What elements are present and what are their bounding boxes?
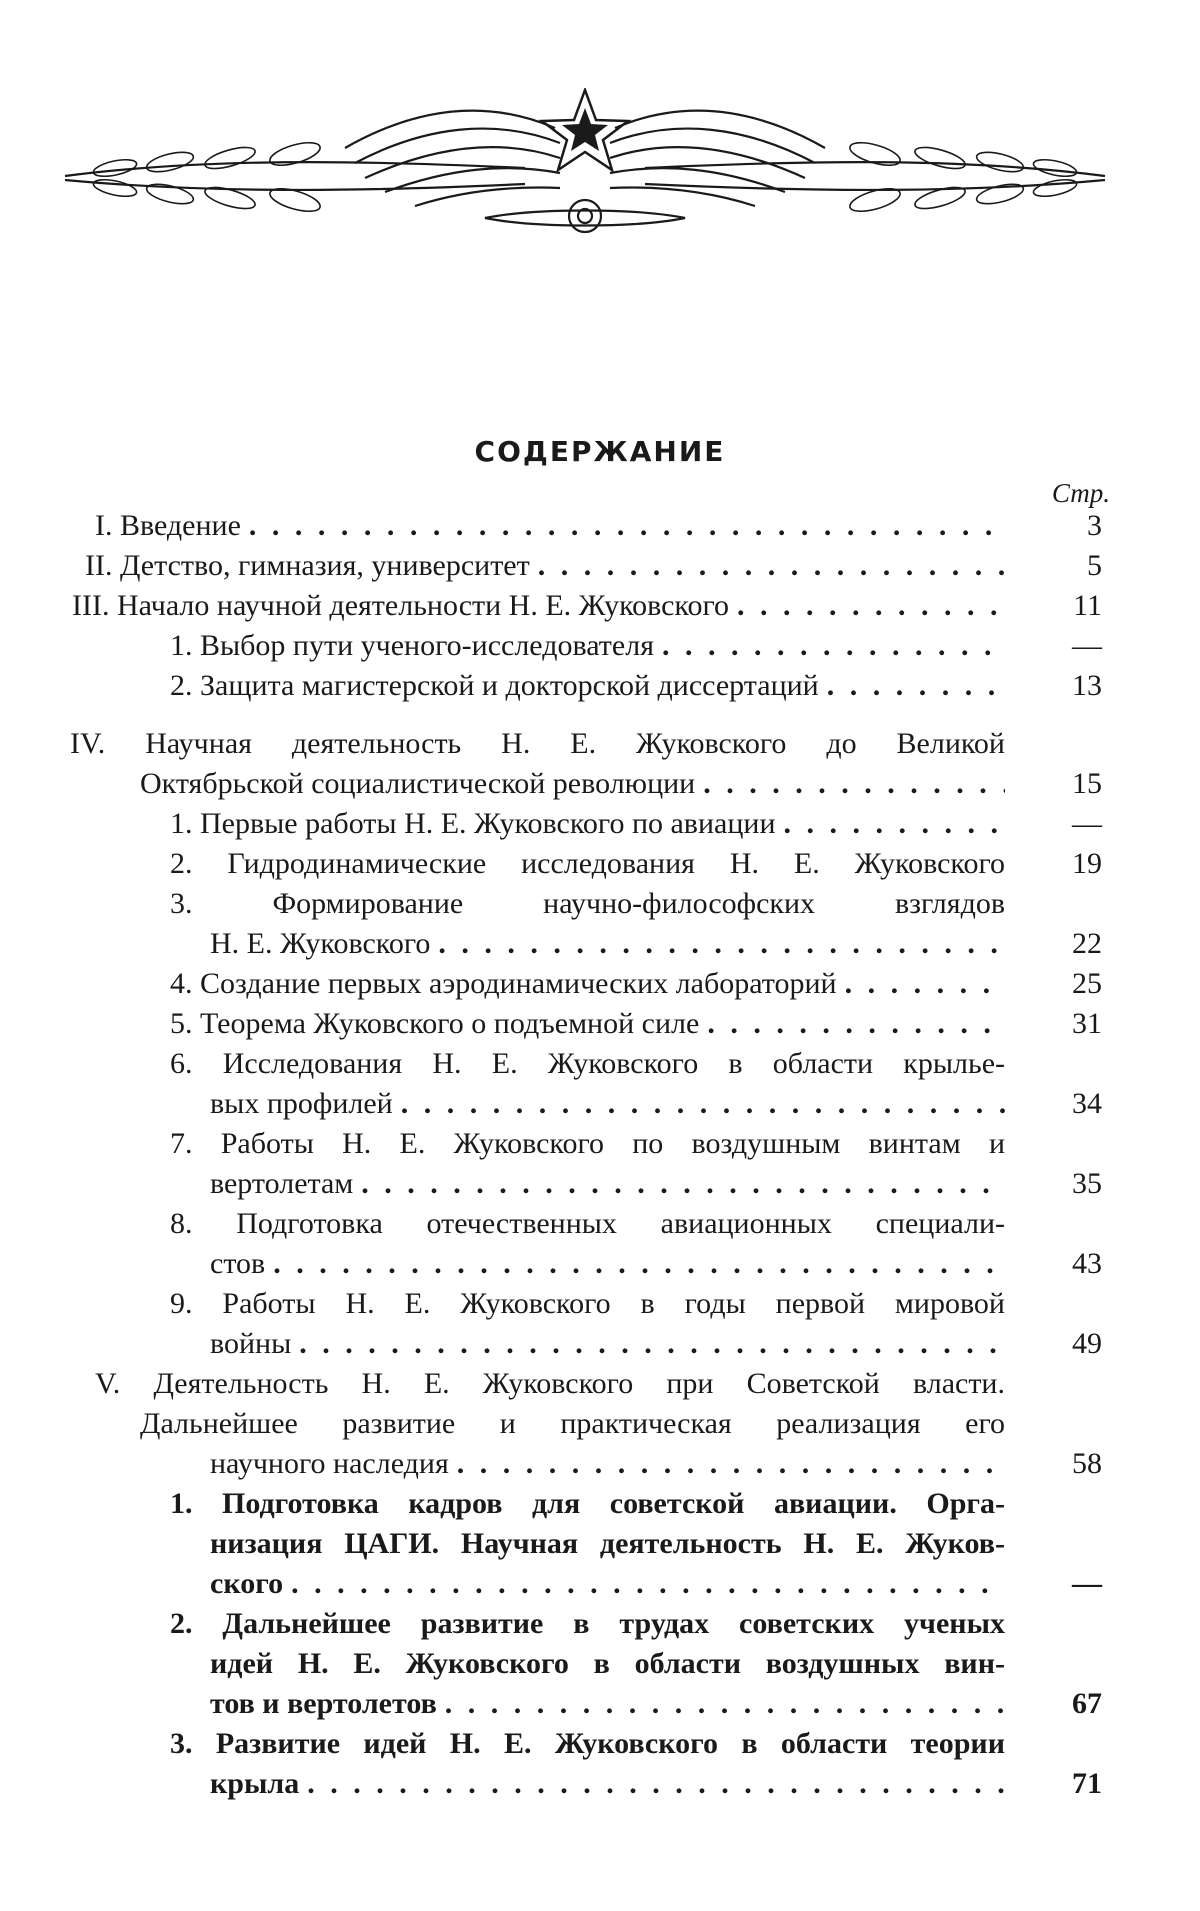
toc-entry: II. Детство, гимназия, университет . . . xyxy=(85,546,1005,586)
toc-entry: 7. Работы Н. Е. Жуковского по воздушным винтам и xyxy=(170,1127,1005,1160)
toc-entry: стов . . . xyxy=(210,1244,1005,1284)
toc-page-number: — xyxy=(1072,807,1102,840)
toc-page-number: 35 xyxy=(1072,1167,1102,1200)
toc-entry: V. Деятельность Н. Е. Жуковского при Советской власти. xyxy=(95,1367,1005,1400)
toc-page-number: 5 xyxy=(1087,549,1102,582)
toc-entry: научного наследия . . . xyxy=(210,1444,1005,1484)
toc-page-number: 67 xyxy=(1072,1687,1102,1720)
toc-entry: 6. Исследования Н. Е. Жуковского в области крылье- xyxy=(170,1047,1005,1080)
toc-entry: 2. Дальнейшее развитие в трудах советских ученых xyxy=(170,1607,1005,1640)
toc-entry: низация ЦАГИ. Научная деятельность Н. Е. Жуков- xyxy=(210,1527,1005,1560)
toc-entry: 9. Работы Н. Е. Жуковского в годы первой мировой xyxy=(170,1287,1005,1320)
toc-entry: Дальнейшее развитие и практическая реализация его xyxy=(140,1407,1005,1440)
toc-page-number: 31 xyxy=(1072,1007,1102,1040)
toc-entry: 2. Защита магистерской и докторской диссертаций . . . xyxy=(170,666,1005,706)
toc-page-number: 49 xyxy=(1072,1327,1102,1360)
toc-page-number: 22 xyxy=(1072,927,1102,960)
toc-entry: идей Н. Е. Жуковского в области воздушных вин- xyxy=(210,1647,1005,1680)
toc-entry: тов и вертолетов . . . xyxy=(210,1684,1005,1724)
page-title: СОДЕРЖАНИЕ xyxy=(474,435,726,468)
toc-entry: I. Введение . . . xyxy=(95,506,1005,546)
toc-entry: 5. Теорема Жуковского о подъемной силе . . . xyxy=(170,1004,1005,1044)
toc-page-number: 34 xyxy=(1072,1087,1102,1120)
toc-entry: 1. Первые работы Н. Е. Жуковского по авиации . . . xyxy=(170,804,1005,844)
toc-page-number: — xyxy=(1072,629,1102,662)
toc-page-number: 43 xyxy=(1072,1247,1102,1280)
toc-entry: ского . . . xyxy=(210,1564,1005,1604)
toc-entry: 2. Гидродинамические исследования Н. Е. Жуковского xyxy=(170,847,1005,880)
toc-entry: III. Начало научной деятельности Н. Е. Жуковского . . . xyxy=(72,586,1005,626)
toc-entry: крыла . . . xyxy=(210,1764,1005,1804)
toc-entry: войны . . . xyxy=(210,1324,1005,1364)
toc-page-number: 13 xyxy=(1072,669,1102,702)
toc-entry: 3. Формирование научно-философских взглядов xyxy=(170,887,1005,920)
toc-entry: вертолетам . . . xyxy=(210,1164,1005,1204)
toc-entry: 1. Выбор пути ученого-исследователя . . . xyxy=(170,626,1005,666)
toc-entry: Октябрьской социалистической революции . . . xyxy=(140,764,1005,804)
toc-entry: 8. Подготовка отечественных авиационных специали- xyxy=(170,1207,1005,1240)
toc-entry: IV. Научная деятельность Н. Е. Жуковского до Великой xyxy=(70,727,1005,760)
toc-page-number: 11 xyxy=(1073,589,1102,622)
toc-page-number: 58 xyxy=(1072,1447,1102,1480)
toc-entry: 3. Развитие идей Н. Е. Жуковского в области теории xyxy=(170,1727,1005,1760)
page-column-label: Стр. xyxy=(1051,478,1110,508)
toc-entry: 1. Подготовка кадров для советской авиации. Орга- xyxy=(170,1487,1005,1520)
toc-page-number: 3 xyxy=(1087,509,1102,542)
toc-page-number: — xyxy=(1072,1567,1102,1600)
toc-page-number: 15 xyxy=(1072,767,1102,800)
toc-entry: Н. Е. Жуковского . . . xyxy=(210,924,1005,964)
toc-page-number: 25 xyxy=(1072,967,1102,1000)
toc-entry: 4. Создание первых аэродинамических лабораторий . . . xyxy=(170,964,1005,1004)
toc-page-number: 71 xyxy=(1072,1767,1102,1800)
toc-page-number: 19 xyxy=(1072,847,1102,880)
toc-entry: вых профилей . . . xyxy=(210,1084,1005,1124)
